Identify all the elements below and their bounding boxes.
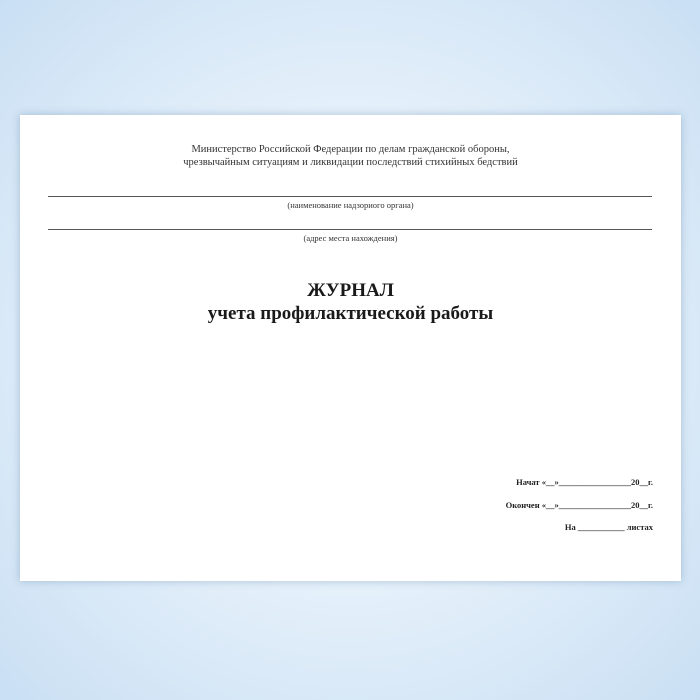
document-title: ЖУРНАЛ (307, 280, 394, 301)
supervisory-body-caption: (наименование надзориого органа) (287, 200, 414, 210)
journal-cover-page (20, 115, 681, 581)
started-date-field: Начат «__»_________________20__г. (516, 477, 653, 487)
document-subtitle: учета профилактической работы (207, 303, 494, 324)
sheet-count-field: На ___________ листах (564, 522, 653, 532)
ministry-line-2: чрезвычайным ситуациям и ликвидации последствий стихийных бедствий (183, 157, 518, 168)
supervisory-body-line (48, 196, 652, 197)
finished-date-field: Окончен «__»_________________20__г. (505, 500, 653, 510)
ministry-line-1: Министерство Российской Федерации по делам гражданской обороны, (191, 144, 510, 155)
address-line (48, 229, 652, 230)
ministry-heading (20, 143, 681, 169)
address-caption: (адрес места нахождения) (303, 233, 398, 243)
